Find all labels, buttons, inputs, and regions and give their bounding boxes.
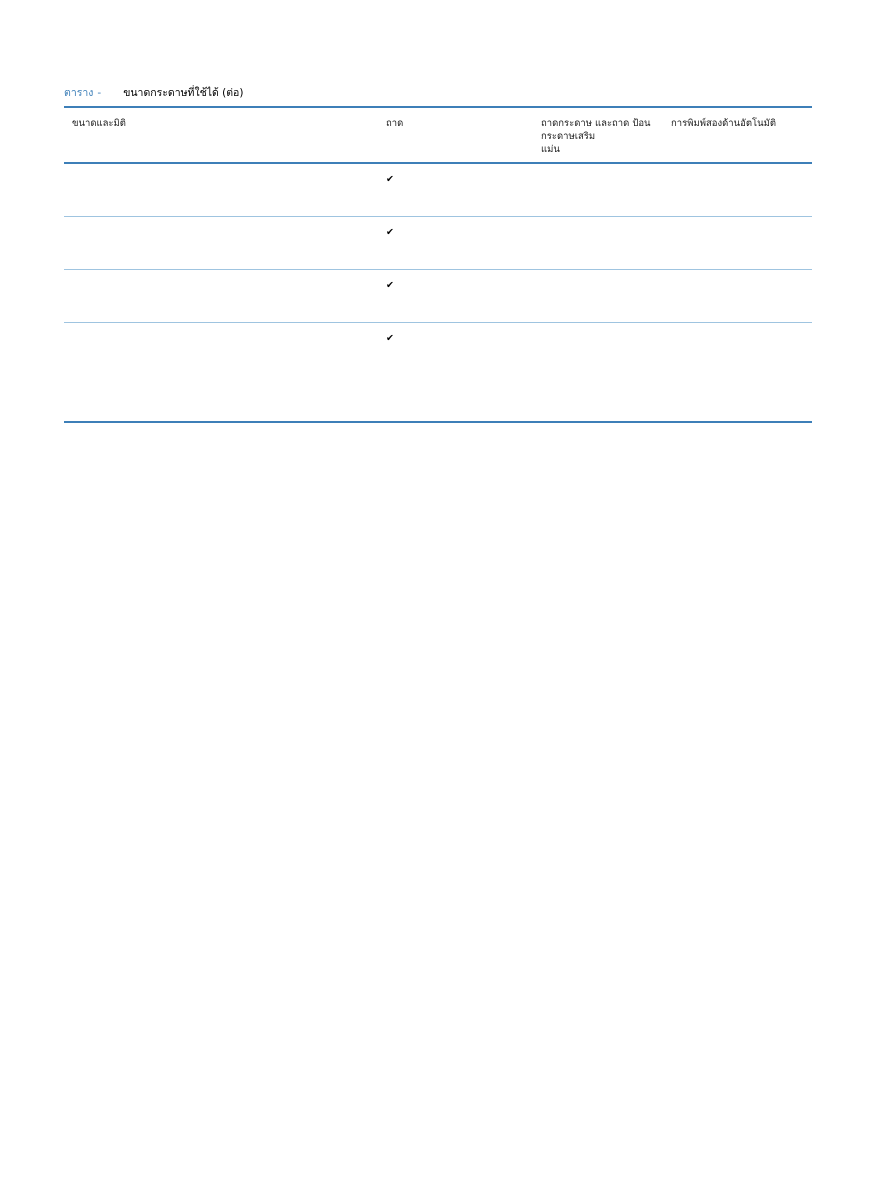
cell-duplex — [671, 164, 812, 173]
cell-duplex — [671, 323, 812, 332]
column-header-tray: ถาด — [386, 118, 404, 129]
table-row — [64, 323, 812, 375]
table-header-row — [64, 108, 812, 162]
cell-size — [64, 164, 386, 173]
column-header-size: ขนาดและมิติ — [72, 118, 126, 129]
cell-tray-check-icon: ✔ — [386, 279, 394, 291]
cell-tray-check-icon: ✔ — [386, 332, 394, 344]
table-row — [64, 164, 812, 216]
table-row — [64, 270, 812, 322]
cell-feed — [541, 270, 671, 279]
column-header-feed-line1: ถาดกระดาษ และถาด ป้อนกระดาษเสริม — [541, 118, 651, 142]
table-caption-title: ขนาดกระดาษที่ใช้ได้ (ต่อ) — [123, 87, 244, 99]
cell-feed — [541, 323, 671, 332]
cell-size — [64, 217, 386, 226]
table-row — [64, 217, 812, 269]
cell-duplex — [671, 270, 812, 279]
cell-size — [64, 323, 386, 332]
cell-tray-check-icon: ✔ — [386, 226, 394, 238]
table-caption-dash: - — [97, 87, 102, 99]
column-header-feed — [541, 117, 671, 156]
column-header-feed-line2: แม่น — [541, 144, 560, 155]
cell-size — [64, 270, 386, 279]
table-bottom-spacer — [64, 375, 812, 421]
cell-feed — [541, 164, 671, 173]
cell-tray-check-icon: ✔ — [386, 173, 394, 185]
table-bottom-rule — [64, 421, 812, 424]
table-caption — [64, 86, 812, 100]
table-caption-label: ตาราง — [64, 87, 94, 99]
cell-feed — [541, 217, 671, 226]
paper-size-table — [64, 86, 812, 423]
cell-duplex — [671, 217, 812, 226]
column-header-duplex: การพิมพ์สองด้านอัตโนมัติ — [671, 118, 777, 129]
